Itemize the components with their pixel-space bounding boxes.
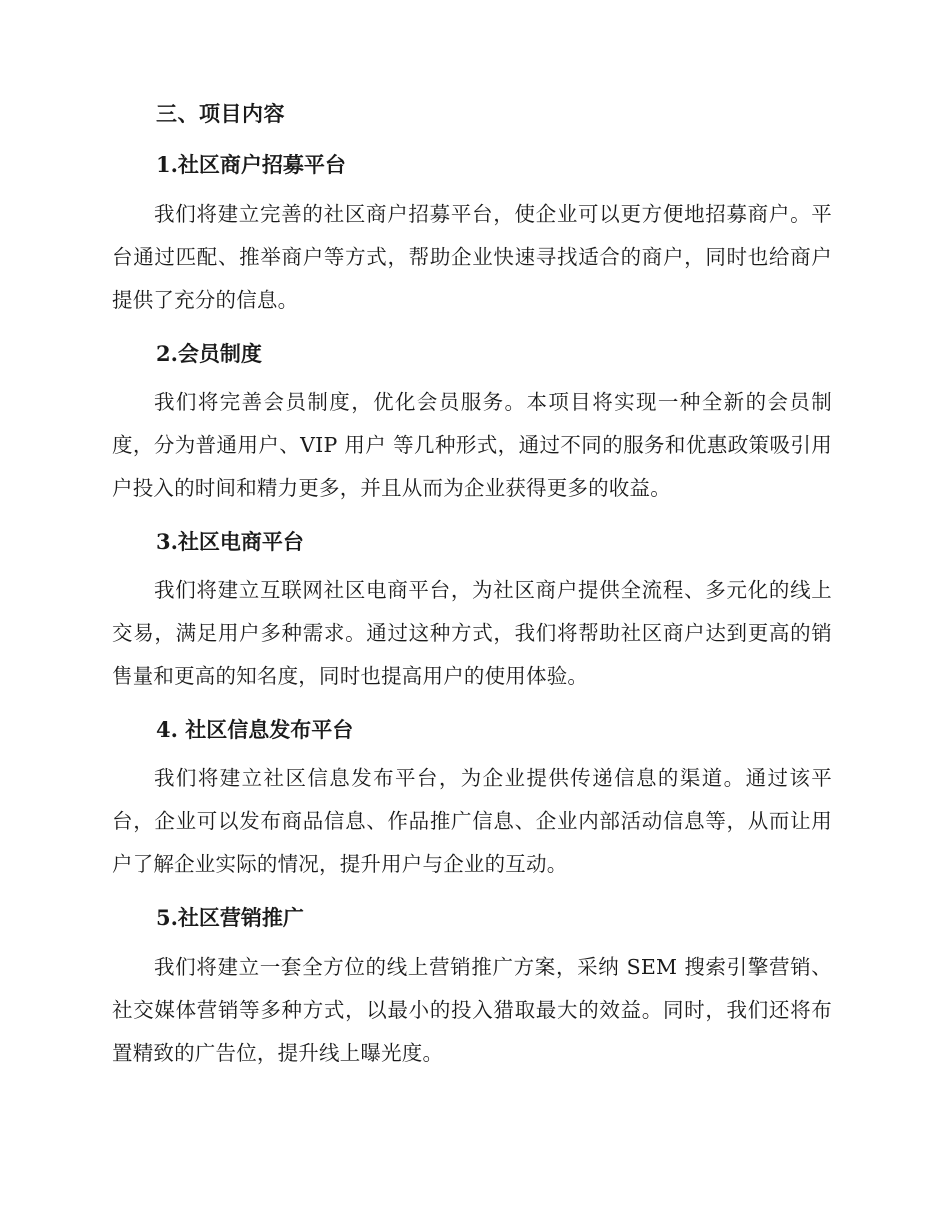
item-heading: 3.社区电商平台 (156, 528, 304, 554)
item-body: 我们将建立互联网社区电商平台，为社区商户提供全流程、多元化的线上交易，满足用户多种需求。通过这种方式，我们将帮助社区商户达到更高的销售量和更高的知名度，同时也提高用户的使用体验。 (112, 578, 832, 689)
item-info-platform (112, 716, 832, 886)
item-body: 我们将建立完善的社区商户招募平台，使企业可以更方便地招募商户。平台通过匹配、推举商户等方式，帮助企业快速寻找适合的商户，同时也给商户提供了充分的信息。 (112, 201, 832, 312)
item-body: 我们将建立社区信息发布平台，为企业提供传递信息的渠道。通过该平台，企业可以发布商品信息、作品推广信息、企业内部活动信息等，从而让用户了解企业实际的情况，提升用户与企业的互动。 (112, 766, 832, 877)
item-heading: 5.社区营销推广 (156, 905, 304, 931)
item-body: 我们将完善会员制度，优化会员服务。本项目将实现一种全新的会员制度，分为普通用户、VIP 用户 等几种形式，通过不同的服务和优惠政策吸引用户投入的时间和精力更多，并且从而为企业获得更多的收益。 (112, 389, 832, 500)
item-marketing (112, 904, 832, 1074)
item-membership-system (112, 340, 832, 510)
item-heading: 4. 社区信息发布平台 (156, 717, 354, 743)
item-heading: 1.社区商户招募平台 (156, 152, 346, 178)
item-ecommerce-platform (112, 528, 832, 698)
item-recruitment-platform (112, 151, 832, 321)
section-title: 三、项目内容 (156, 101, 285, 126)
document-content (112, 100, 832, 1093)
item-heading: 2.会员制度 (156, 340, 262, 366)
item-body: 我们将建立一套全方位的线上营销推广方案，采纳 SEM 搜索引擎营销、社交媒体营销等多种方式，以最小的投入猎取最大的效益。同时，我们还将布置精致的广告位，提升线上曝光度。 (112, 954, 832, 1065)
